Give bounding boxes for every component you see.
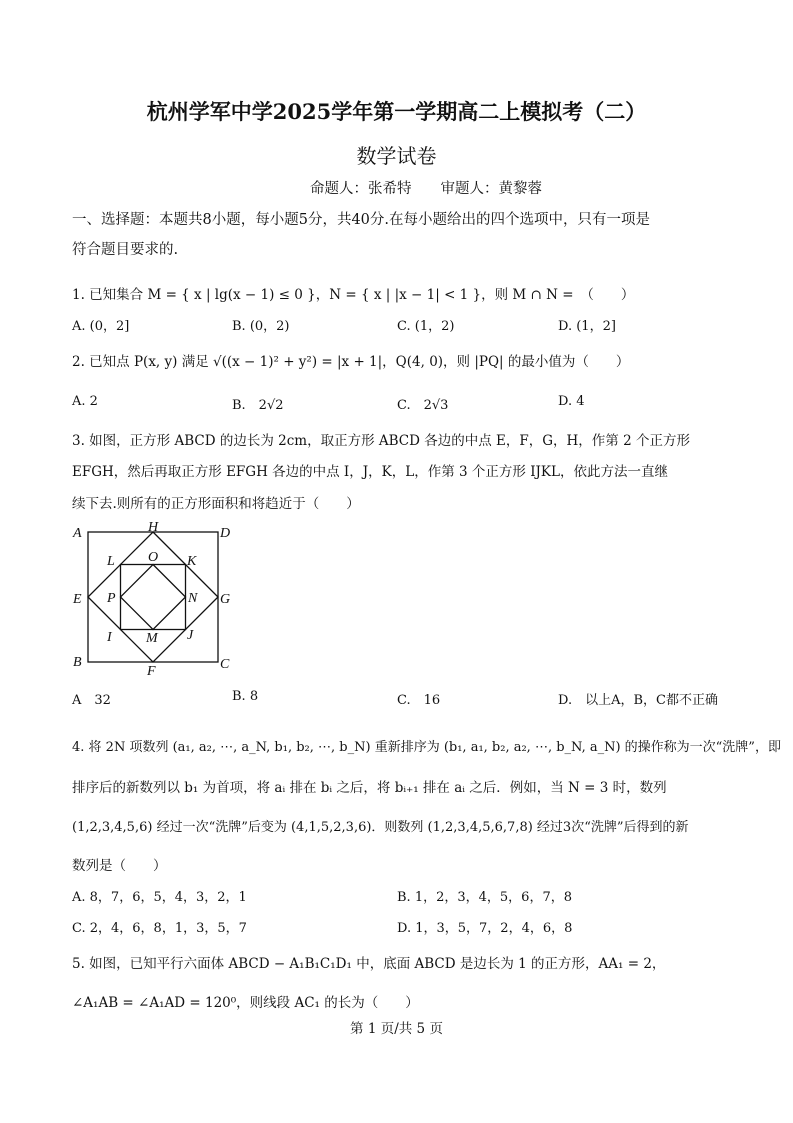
q2-option-b: B. 2√2	[232, 398, 284, 413]
q3-option-b: B. 8	[232, 689, 259, 704]
question-3-line1: 3. 如图，正方形 ABCD 的边长为 2cm，取正方形 ABCD 各边的中点 E，F，G，H，作第 2 个正方形	[72, 433, 690, 449]
q2-option-c: C. 2√3	[397, 398, 449, 413]
q3-option-c: C. 16	[397, 693, 441, 708]
q1-option-a: A. (0，2]	[72, 319, 130, 334]
q3-option-a: A 32	[72, 693, 111, 708]
q2-option-a: A. 2	[72, 394, 98, 409]
page-subtitle: 数学试卷	[356, 144, 437, 168]
label-o: O	[148, 550, 159, 565]
page-footer: 第 1 页/共 5 页	[350, 1021, 443, 1037]
question-3-line3: 续下去.则所有的正方形面积和将趋近于（ ）	[72, 496, 360, 512]
question-4-line3: (1,2,3,4,5,6) 经过一次“洗牌”后变为 (4,1,5,2,3,6)．则数列 (1,2,3,4,5,6,7,8) 经过3次“洗牌”后得到的新	[72, 820, 689, 835]
label-f: F	[147, 664, 156, 678]
label-b: B	[73, 655, 82, 670]
label-g: G	[220, 592, 231, 607]
q4-option-c: C. 2，4，6，8，1，3，5，7	[72, 921, 247, 936]
label-i: I	[107, 630, 112, 645]
question-4-line2: 排序后的新数列以 b₁ 为首项，将 aᵢ 排在 bᵢ 之后，将 bᵢ₊₁ 排在 aᵢ 之后．例如，当 N = 3 时，数列	[72, 780, 667, 796]
label-h: H	[148, 520, 159, 535]
label-d: D	[220, 526, 231, 541]
q2-option-d: D. 4	[558, 394, 585, 409]
square-mnop	[121, 565, 186, 630]
nested-squares-figure	[70, 518, 240, 678]
q4-option-b: B. 1，2，3，4，5，6，7，8	[397, 890, 572, 905]
label-p: P	[107, 591, 116, 606]
page-title: 杭州学军中学2025学年第一学期高二上模拟考（二）	[146, 99, 647, 124]
label-m: M	[146, 631, 158, 646]
question-5-line1: 5. 如图，已知平行六面体 ABCD − A₁B₁C₁D₁ 中，底面 ABCD 是边长为 1 的正方形，AA₁ = 2，	[72, 956, 666, 972]
label-e: E	[73, 592, 82, 607]
q1-option-b: B. (0，2)	[232, 319, 290, 334]
q1-option-d: D. (1，2]	[558, 319, 616, 334]
q4-option-d: D. 1，3，5，7，2，4，6，8	[397, 921, 573, 936]
section-heading-line2: 符合题目要求的.	[72, 242, 179, 258]
question-4-line1: 4. 将 2N 项数列 (a₁, a₂, ⋯, a_N, b₁, b₂, ⋯, b_N) 重新排序为 (b₁, a₁, b₂, a₂, ⋯, b_N, a_N) 的操作称为一次“洗牌”，即	[72, 740, 781, 755]
question-2-text: 2. 已知点 P(x, y) 满足 √((x − 1)² + y²) = |x + 1|，Q(4, 0)，则 |PQ| 的最小值为（ ）	[72, 354, 630, 370]
label-n: N	[188, 591, 198, 606]
question-3-line2: EFGH，然后再取正方形 EFGH 各边的中点 I，J，K，L，作第 3 个正方形 IJKL，依此方法一直继	[72, 464, 668, 480]
q1-option-c: C. (1，2)	[397, 319, 455, 334]
label-j: J	[187, 628, 194, 643]
label-l: L	[107, 554, 115, 569]
question-5-line2: ∠A₁AB = ∠A₁AD = 120⁰，则线段 AC₁ 的长为（ ）	[72, 995, 419, 1011]
square-ijkl	[121, 565, 186, 630]
label-k: K	[187, 554, 197, 569]
label-a: A	[73, 526, 82, 541]
question-1-text: 1. 已知集合 M = { x | lg(x − 1) ≤ 0 }，N = { x | |x − 1| < 1 }，则 M ∩ N = （ ）	[72, 287, 635, 303]
question-4-line4: 数列是（ ）	[72, 858, 167, 874]
section-heading-line1: 一、选择题：本题共8小题，每小题5分，共40分.在每小题给出的四个选项中，只有一项是	[72, 212, 651, 228]
q3-option-d: D. 以上A，B，C都不正确	[558, 693, 718, 708]
q4-option-a: A. 8，7，6，5，4，3，2，1	[72, 890, 247, 905]
label-c: C	[220, 657, 230, 672]
authors-line: 命题人：张希特 审题人：黄黎蓉	[310, 181, 542, 197]
